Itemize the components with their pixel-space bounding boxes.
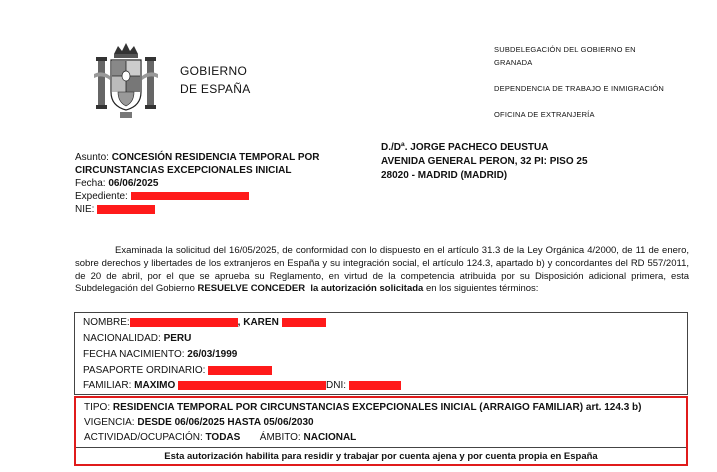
office-extranjeria: OFICINA DE EXTRANJERÍA — [494, 110, 595, 119]
nombre-label: NOMBRE: — [83, 317, 130, 328]
office-granada: GRANADA — [494, 58, 533, 67]
resuelve-conceder: RESUELVE CONCEDER — [197, 283, 306, 295]
nacionalidad-label: NACIONALIDAD: — [83, 333, 161, 344]
nombre-tail: , KAREN — [237, 317, 279, 328]
nacionalidad-value: PERU — [163, 333, 192, 344]
redacted-passport — [208, 366, 272, 375]
vigencia-label: VIGENCIA: — [84, 417, 135, 428]
row-nacionalidad — [83, 333, 191, 344]
nie-label: NIE: — [75, 204, 95, 215]
row-pasaporte — [83, 365, 272, 376]
actividad-label: ACTIVIDAD/OCUPACIÓN: — [84, 432, 203, 443]
asunto-label: Asunto: — [75, 152, 109, 163]
recipient-name: D./Dª. JORGE PACHECO DEUSTUA — [381, 142, 549, 153]
office-subdelegacion: SUBDELEGACIÓN DEL GOBIERNO EN — [494, 45, 636, 54]
authorization-note: Esta autorización habilita para residir y trabajar por cuenta ajena y por cuenta propia en España — [76, 447, 686, 465]
ambito-value: NACIONAL — [303, 432, 357, 443]
resolution-intro: Examinada la solicitud del 16/05/2025, de conformidad con lo dispuesto en el artículo 31.3 de la Ley Orgánica 4/2000, de 11 de enero, sobre derechos y libertades de los extranjeros en España y su integración social, el artículo 124.3, apartado b) y concordantes del RD 557/2011, de 20 de abril, por el que se aprueba su Reglamento, en virtud de la competencia atribuida por su Disposición adicional primera, esta Subdelegación del Gobierno — [75, 245, 689, 295]
gobierno-line-2: DE ESPAÑA — [180, 82, 251, 96]
actividad-value: TODAS — [205, 432, 241, 443]
resolution-paragraph — [75, 245, 689, 296]
row-actividad — [84, 432, 356, 443]
row-nombre — [83, 317, 326, 328]
asunto-line-1: CONCESIÓN RESIDENCIA TEMPORAL POR — [111, 152, 320, 163]
asunto-block — [75, 151, 365, 216]
coat-of-arms-emblem — [94, 40, 158, 120]
tipo-label: TIPO: — [84, 402, 111, 413]
row-tipo — [84, 402, 641, 413]
redacted-dni — [349, 381, 401, 390]
recipient-address: AVENIDA GENERAL PERON, 32 PI: PISO 25 — [381, 156, 588, 167]
redacted-nie — [97, 205, 155, 214]
fecha-nacimiento-value: 26/03/1999 — [187, 349, 238, 360]
recipient-city: 28020 - MADRID (MADRID) — [381, 170, 508, 181]
expediente-label: Expediente: — [75, 191, 128, 202]
fecha-nacimiento-label: FECHA NACIMIENTO: — [83, 349, 185, 360]
familiar-label: FAMILIAR: — [83, 380, 132, 391]
row-fecha-nacimiento — [83, 349, 237, 360]
fecha-label: Fecha: — [75, 178, 106, 189]
row-vigencia — [84, 417, 314, 428]
familiar-value: MAXIMO — [134, 380, 176, 391]
redacted-familiar-name — [178, 381, 326, 390]
recipient-block — [381, 141, 701, 183]
redacted-expediente — [131, 192, 249, 200]
tipo-value: RESIDENCIA TEMPORAL POR CIRCUNSTANCIAS EXCEPCIONALES INICIAL (ARRAIGO FAMILIAR) art. 124.3 b) — [112, 402, 642, 413]
row-familiar — [83, 380, 401, 391]
vigencia-value: DESDE 06/06/2025 HASTA 05/06/2030 — [137, 417, 314, 428]
redacted-surname — [130, 318, 238, 327]
permit-details-box — [74, 396, 688, 466]
redacted-name-part — [282, 318, 326, 327]
ambito-label: ÁMBITO: — [259, 432, 301, 443]
personal-data-box — [74, 312, 688, 395]
resolution-tail: en los siguientes términos: — [425, 283, 539, 295]
asunto-line-2: CIRCUNSTANCIAS EXCEPCIONALES INICIAL — [75, 165, 292, 176]
gobierno-line-1: GOBIERNO — [180, 64, 248, 78]
pasaporte-label: PASAPORTE ORDINARIO: — [83, 365, 206, 376]
office-dependencia: DEPENDENCIA DE TRABAJO E INMIGRACIÓN — [494, 84, 665, 93]
autorizacion-solicitada: la autorización solicitada — [310, 283, 424, 295]
fecha-value: 06/06/2025 — [108, 178, 159, 189]
dni-label: DNI: — [326, 380, 347, 391]
